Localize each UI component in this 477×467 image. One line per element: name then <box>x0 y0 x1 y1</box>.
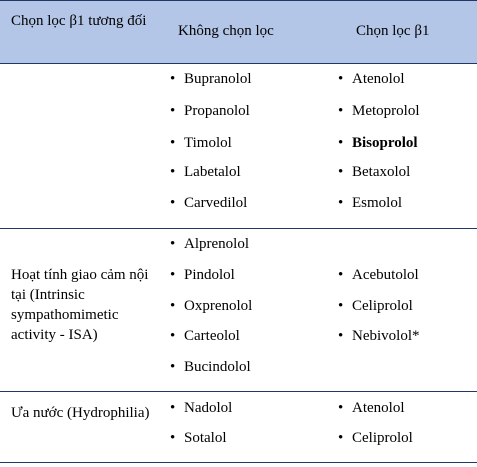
row-divider <box>0 228 477 229</box>
list-item: • Nadolol <box>170 400 233 416</box>
list-item: • Bupranolol <box>170 71 252 87</box>
list-item: • Labetalol <box>170 164 241 180</box>
header-col3: Chọn lọc β1 <box>356 23 430 39</box>
list-item: • Oxprenolol <box>170 298 253 314</box>
list-item: • Acebutolol <box>338 267 419 283</box>
row-divider <box>0 391 477 392</box>
table-header <box>0 0 477 64</box>
list-item: • Alprenolol <box>170 236 249 252</box>
row-category: Hoạt tính giao cảm nội tại (Intrinsic sympathomimetic activity - ISA) <box>11 267 149 343</box>
list-item: • Betaxolol <box>338 164 411 180</box>
row-divider <box>0 462 477 463</box>
list-item: • Timolol <box>170 135 232 151</box>
list-item: • Esmolol <box>338 195 403 211</box>
list-item: • Celiprolol <box>338 298 413 314</box>
list-item: • Sotalol <box>170 430 227 446</box>
list-item: • Atenolol <box>338 400 405 416</box>
list-item: • Nebivolol* <box>338 328 420 344</box>
list-item: • Bucindolol <box>170 359 251 375</box>
list-item: • Bisoprolol <box>338 135 418 151</box>
list-item: • Metoprolol <box>338 103 420 119</box>
header-col1: Chọn lọc β1 tương đối <box>11 13 147 29</box>
list-item: • Atenolol <box>338 71 405 87</box>
list-item: • Propanolol <box>170 103 250 119</box>
row-category: Ưa nước (Hydrophilia) <box>11 405 150 421</box>
list-item: • Celiprolol <box>338 430 413 446</box>
header-col2: Không chọn lọc <box>178 23 274 39</box>
list-item: • Pindolol <box>170 267 235 283</box>
list-item: • Carvedilol <box>170 195 248 211</box>
list-item: • Carteolol <box>170 328 240 344</box>
